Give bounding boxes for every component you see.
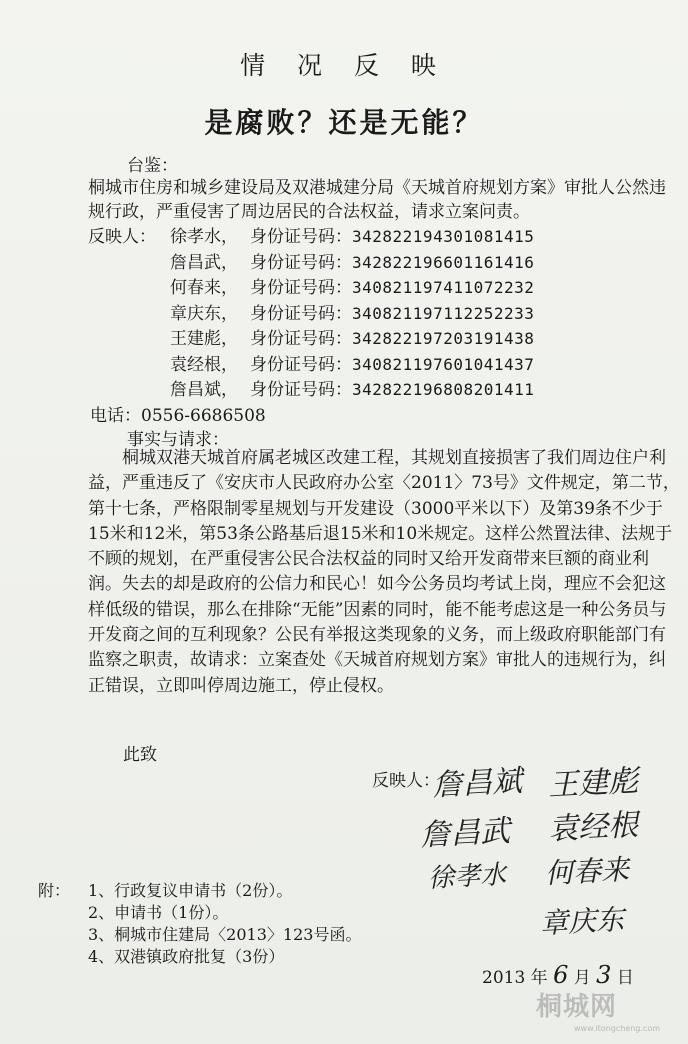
reporter-name: 王建彪， xyxy=(170,329,238,349)
id-number: 342822196601161416 xyxy=(352,252,535,272)
attachments xyxy=(38,880,361,968)
facts-heading: 事实与请求： xyxy=(127,430,229,450)
attachment-item: 1、行政复议申请书（2份）。 xyxy=(88,881,293,900)
id-label: 身份证号码： xyxy=(250,303,352,324)
document-title: 情 况 反 映 xyxy=(240,51,448,80)
document-subtitle: 是腐败？还是无能？ xyxy=(204,106,484,139)
reporter-row xyxy=(170,299,534,324)
id-number: 340821197411072232 xyxy=(352,278,535,297)
attachment-item: 4、双港镇政府批复（3份） xyxy=(88,947,285,966)
handwritten-signature: 何春来 xyxy=(544,852,630,891)
greeting: 台鉴： xyxy=(127,156,178,176)
reporter-row xyxy=(170,350,534,375)
id-number: 342822196808201411 xyxy=(352,380,535,399)
id-number: 342822194301081415 xyxy=(352,227,535,246)
handwritten-signature: 王建彪 xyxy=(547,763,640,804)
reporter-name: 徐孝水， xyxy=(170,227,238,247)
id-number: 340821197112252233 xyxy=(352,303,535,323)
reporter-row xyxy=(170,375,534,400)
document-date: 2013 年 6 月 3 日 xyxy=(482,961,634,989)
reporters-label: 反映人： xyxy=(88,227,156,247)
reporter-name: 袁经根， xyxy=(170,354,238,375)
site-watermark: 桐城网 xyxy=(536,992,618,1022)
facts-paragraph: 桐城双港天城首府属老城区改建工程，其规划直接损害了我们周边住户利益，严重违反了《安庆市人民政府办公室〈2011〉73号》文件规定，第二节，第十七条，严格限制零星规划与开发建设（3000平米以下）及第39条不少于15米和12米，第53条公路基后退15米和10米规定。这样公然置法律、法规于不顾的规划，在严重侵害公民合法权益的同时又给开发商带来巨额的商业利润。失去的却是政府的公信力和民心！如今公务员均考试上岗，理应不会犯这样低级的错误，那么在排除“无能”因素的同时，能不能考虑这是一种公务员与开发商之间的互利现象？公民有举报这类现象的义务，而上级政府职能部门有监察之职责，故请求：立案查处《天城首府规划方案》审批人的违规行为，纠正错误，立即叫停周边施工，停止侵权。 xyxy=(88,448,680,696)
id-label: 身份证号码： xyxy=(250,354,352,375)
id-number: 342822197203191438 xyxy=(352,329,535,348)
reporter-name: 章庆东， xyxy=(170,303,238,324)
reporter-row xyxy=(170,273,534,298)
phone-number: 电话：0556-6686508 xyxy=(90,406,266,426)
handwritten-signature: 章庆东 xyxy=(539,902,625,941)
id-label: 身份证号码： xyxy=(250,278,352,298)
reporter-row xyxy=(170,324,534,349)
id-label: 身份证号码： xyxy=(250,329,352,349)
watermark-url: www.itongcheng.com xyxy=(574,1024,661,1033)
reporter-name: 何春来， xyxy=(170,278,238,298)
id-label: 身份证号码： xyxy=(250,380,352,400)
attachment-item: 3、桐城市住建局〈2013〉123号函。 xyxy=(88,925,362,944)
reporter-name: 詹昌斌， xyxy=(170,380,238,400)
id-label: 身份证号码： xyxy=(250,227,352,247)
intro-paragraph: 桐城市住房和城乡建设局及双港城建分局《天城首府规划方案》审批人公然违规行政，严重侵害了周边居民的合法权益，请求立案问责。 xyxy=(88,178,666,222)
handwritten-signature: 詹昌武 xyxy=(419,813,512,854)
handwritten-signature: 徐孝水 xyxy=(427,859,507,895)
handwritten-signature: 袁经根 xyxy=(547,807,640,848)
closing: 此致 xyxy=(123,745,157,765)
reporter-name: 詹昌武， xyxy=(170,252,238,273)
attachments-label: 附： xyxy=(38,881,71,900)
reporter-row xyxy=(170,248,534,273)
reporter-row xyxy=(170,222,534,247)
id-label: 身份证号码： xyxy=(250,252,352,273)
handwritten-signature: 詹昌斌 xyxy=(431,763,524,804)
signature-label: 反映人： xyxy=(372,771,440,791)
attachment-item: 2、申请书（1份）。 xyxy=(88,903,229,922)
id-number: 340821197601041437 xyxy=(352,354,535,374)
